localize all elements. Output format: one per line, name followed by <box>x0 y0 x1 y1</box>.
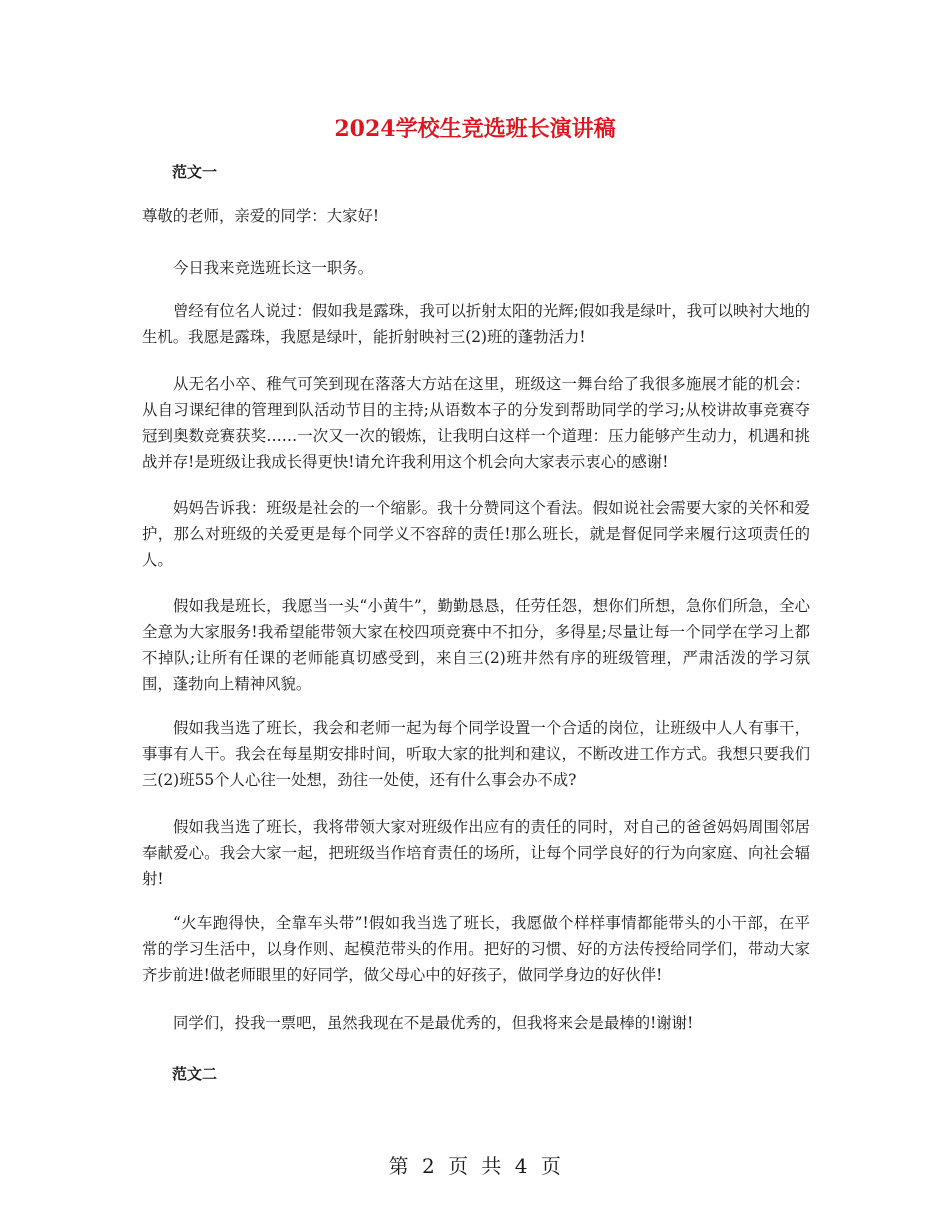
footer-word-ye: 页 <box>448 1154 469 1178</box>
footer-word-di: 第 <box>388 1154 410 1178</box>
body-paragraph-5: 假如我是班长，我愿当一头“小黄牛”，勤勤恳恳，任劳任怨，想你们所想，急你们所急，全心全意为大家服务!我希望能带领大家在校四项竞赛中不扣分，多得星;尽量让每一个同学在学习上都不掉队;让所有任课的老师能真切感受到，来自三(2)班井然有序的班级管理，严肃活泼的学习氛围，蓬勃向上精神风貌。 <box>142 597 810 693</box>
footer-word-ye-2: 页 <box>540 1154 562 1178</box>
section-heading-2: 范文二 <box>172 1065 218 1083</box>
footer-page-number: 2 <box>421 1154 436 1178</box>
body-paragraph-2: 曾经有位名人说过：假如我是露珠，我可以折射太阳的光辉;假如我是绿叶，我可以映衬大地的生机。我愿是露珠，我愿是绿叶，能折射映衬三(2)班的蓬勃活力! <box>142 302 810 346</box>
section-heading-1: 范文一 <box>172 163 218 181</box>
body-paragraph-4: 妈妈告诉我：班级是社会的一个缩影。我十分赞同这个看法。假如说社会需要大家的关怀和爱护，那么对班级的关爱更是每个同学义不容辞的责任!那么班长，就是督促同学来履行这项责任的人。 <box>142 499 810 569</box>
document-title: 2024学校生竞选班长演讲稿 <box>334 116 616 142</box>
body-paragraph-9: 同学们，投我一票吧，虽然我现在不是最优秀的，但我将来会是最棒的!谢谢! <box>173 1014 694 1032</box>
body-paragraph-6: 假如我当选了班长，我会和老师一起为每个同学设置一个合适的岗位，让班级中人人有事干，事事有人干。我会在每星期安排时间，听取大家的批判和建议，不断改进工作方式。我想只要我们三(2)班55个人心往一处想，劲往一处使，还有什么事会办不成? <box>142 719 810 789</box>
body-paragraph-7: 假如我当选了班长，我将带领大家对班级作出应有的责任的同时，对自己的爸爸妈妈周围邻居奉献爱心。我会大家一起，把班级当作培育责任的场所，让每个同学良好的行为向家庭、向社会辐射! <box>142 818 810 888</box>
footer-total-pages: 4 <box>514 1154 529 1178</box>
body-paragraph-8: “火车跑得快，全靠车头带”!假如我当选了班长，我愿做个样样事情都能带头的小干部，在平常的学习生活中，以身作则、起模范带头的作用。把好的习惯、好的方法传授给同学们，带动大家齐步前进!做老师眼里的好同学，做父母心中的好孩子，做同学身边的好伙伴! <box>142 914 810 984</box>
greeting-paragraph: 尊敬的老师，亲爱的同学：大家好! <box>142 207 380 225</box>
page-footer <box>0 1150 950 1179</box>
body-paragraph-1: 今日我来竞选班长这一职务。 <box>173 259 374 277</box>
footer-word-gong: 共 <box>481 1154 502 1178</box>
body-paragraph-3: 从无名小卒、稚气可笑到现在落落大方站在这里，班级这一舞台给了我很多施展才能的机会：从自习课纪律的管理到队活动节目的主持;从语数本子的分发到帮助同学的学习;从校讲故事竞赛夺冠到奥数竞赛获奖……一次又一次的锻炼，让我明白这样一个道理：压力能够产生动力，机遇和挑战并存!是班级让我成长得更快!请允许我利用这个机会向大家表示衷心的感谢! <box>142 375 810 471</box>
